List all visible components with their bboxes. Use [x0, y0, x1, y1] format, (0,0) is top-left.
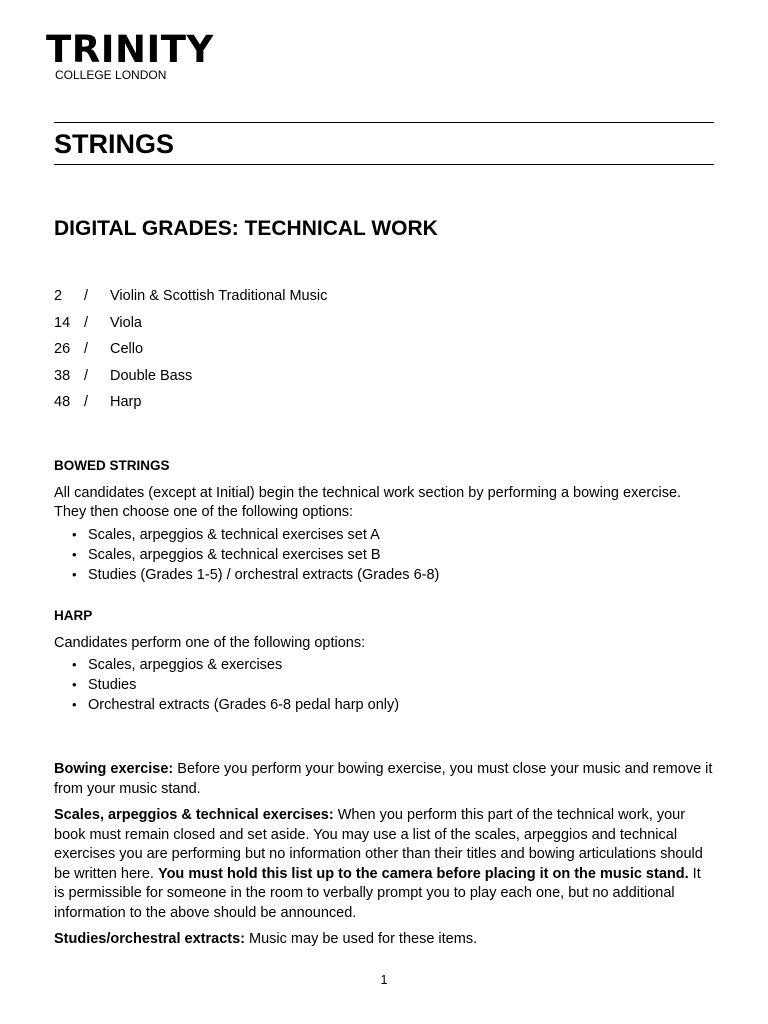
- contents-separator: /: [84, 367, 89, 384]
- list-item: [54, 525, 714, 545]
- harp-section: [54, 606, 714, 715]
- bullet-icon: •: [72, 526, 77, 542]
- contents-page-number: 48: [54, 394, 71, 411]
- list-item: [54, 695, 714, 715]
- page-number: 1: [380, 973, 388, 987]
- title-rule-top: [54, 122, 714, 123]
- bullet-icon: •: [72, 566, 77, 582]
- contents-page-number: 14: [54, 314, 71, 331]
- contents-instrument: Viola: [110, 314, 142, 331]
- scales-emphasis: You must hold this list up to the camera before placing it on the music stand.: [157, 865, 689, 882]
- contents-page-number: 2: [54, 288, 63, 304]
- contents-page-number: 38: [54, 367, 71, 384]
- option-text: Scales, arpeggios & technical exercises set B: [88, 546, 381, 563]
- bullet-icon: •: [72, 677, 77, 692]
- harp-heading: HARP: [54, 608, 93, 623]
- bowed-strings-options: [54, 525, 714, 585]
- contents-row: [54, 339, 454, 366]
- contents-separator: /: [84, 314, 89, 331]
- bullet-icon: •: [72, 657, 77, 672]
- contents-row: [54, 286, 454, 313]
- scales-text-end: It is permissible for someone in the room to verbally prompt you to play each one, but no additional information to the above should be announced.: [54, 865, 701, 921]
- logo-subtitle: COLLEGE LONDON: [55, 68, 167, 82]
- contents-separator: /: [84, 394, 89, 411]
- contents-instrument: Violin & Scottish Traditional Music: [110, 288, 328, 304]
- list-item: [54, 545, 714, 565]
- bowed-strings-intro: All candidates (except at Initial) begin the technical work section by performing a bowing exercise. They then choose one of the following options:: [54, 484, 682, 520]
- scales-text: When you perform this part of the technical work, your book must remain closed and set aside. You may use a list of the scales, arpeggios and technical exercises you are performing but no information other than their titles and bowing articulations should be written here.: [54, 807, 703, 882]
- studies-label: Studies/orchestral extracts:: [54, 931, 245, 947]
- bullet-icon: •: [72, 546, 77, 562]
- option-text: Studies: [88, 677, 137, 693]
- option-text: Orchestral extracts (Grades 6-8 pedal harp only): [88, 697, 400, 713]
- page-title: STRINGS: [54, 129, 175, 159]
- bullet-icon: •: [72, 697, 77, 712]
- contents-list: [54, 286, 454, 419]
- list-item: [54, 655, 714, 675]
- option-text: Studies (Grades 1-5) / orchestral extracts (Grades 6-8): [88, 566, 440, 583]
- harp-options: [54, 655, 714, 715]
- studies-note: [54, 930, 714, 950]
- contents-separator: /: [84, 341, 89, 358]
- contents-instrument: Harp: [110, 394, 142, 411]
- bowing-exercise-label: Bowing exercise:: [54, 761, 174, 777]
- contents-separator: /: [84, 288, 89, 304]
- option-text: Scales, arpeggios & exercises: [88, 657, 283, 673]
- bowed-strings-heading: BOWED STRINGS: [54, 458, 170, 473]
- notes-section: [54, 760, 714, 957]
- contents-instrument: Double Bass: [110, 367, 193, 384]
- title-rule-bottom: [54, 164, 714, 165]
- contents-row: [54, 366, 454, 393]
- bowing-exercise-text: Before you perform your bowing exercise, you must close your music and remove it from your music stand.: [54, 761, 713, 797]
- contents-page-number: 26: [54, 341, 71, 358]
- list-item: [54, 565, 714, 585]
- bowing-exercise-note: [54, 760, 714, 799]
- contents-row: [54, 313, 454, 340]
- scales-label: Scales, arpeggios & technical exercises:: [54, 807, 334, 823]
- option-text: Scales, arpeggios & technical exercises set A: [88, 526, 380, 543]
- contents-row: [54, 392, 454, 419]
- trinity-logo: [46, 30, 214, 82]
- studies-text: Music may be used for these items.: [245, 931, 478, 947]
- logo-wordmark: TRINITY: [46, 28, 214, 71]
- contents-instrument: Cello: [110, 341, 144, 358]
- list-item: [54, 675, 714, 695]
- harp-intro: Candidates perform one of the following options:: [54, 634, 366, 651]
- section-title: DIGITAL GRADES: TECHNICAL WORK: [54, 217, 438, 240]
- bowed-strings-section: [54, 456, 714, 585]
- scales-note: [54, 806, 714, 923]
